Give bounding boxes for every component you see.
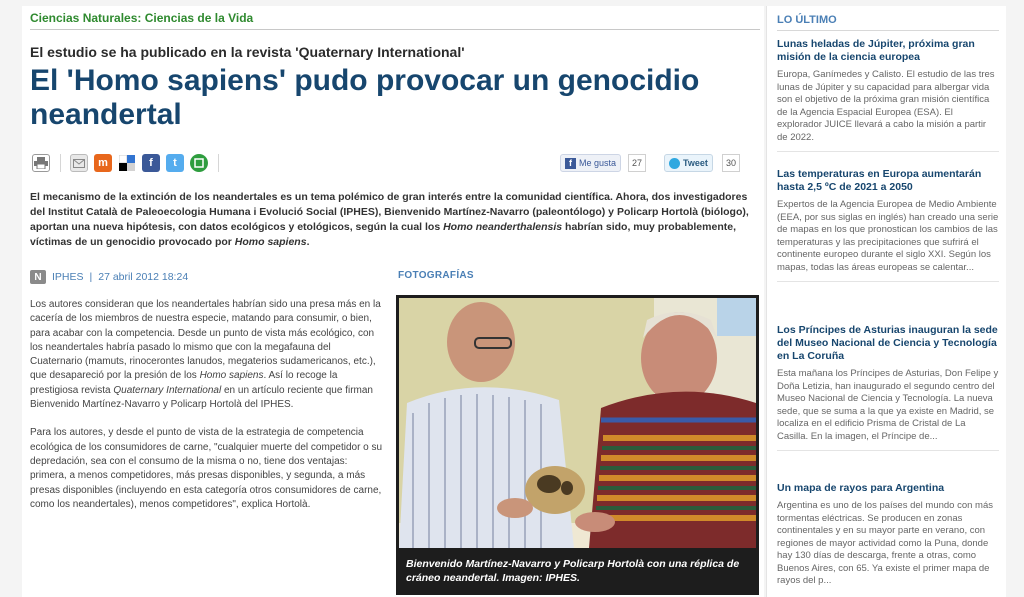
article-photo[interactable] xyxy=(399,298,756,548)
news-divider xyxy=(777,450,999,451)
article-kicker: El estudio se ha publicado en la revista 'Quaternary International' xyxy=(30,44,465,60)
news-summary: Europa, Ganímedes y Calisto. El estudio de las tres lunas de Júpiter y su capacidad para albergar vida son el objetivo de la próxima gran misión científica de la Agencia Espacial Europea (ESA). El explorador JUICE llevará a cabo la misión a partir de 2022. xyxy=(777,69,995,143)
news-summary: Argentina es uno de los países del mundo con más tormentas eléctricas. Se producen en zonas continentales y en su mayor parte en verano, con regiones de mayor actividad como la Puna, donde hay 130 días de descarga, frente a otras, como Buenos Aires, con 65. Ya existe el primer mapa de rayos del p... xyxy=(777,500,993,586)
news-divider xyxy=(777,281,999,282)
sidebar-news-item xyxy=(777,482,999,588)
like-label: Me gusta xyxy=(579,158,617,168)
news-divider xyxy=(777,151,999,152)
article-body xyxy=(30,298,385,526)
email-icon[interactable] xyxy=(70,154,88,172)
sidebar-news-item xyxy=(777,168,999,282)
sidebar-news-item xyxy=(777,324,999,451)
print-icon[interactable] xyxy=(32,154,50,172)
tweet-count: 30 xyxy=(722,154,740,172)
news-title-link[interactable]: Las temperaturas en Europa aumentarán hasta 2,5 ºC de 2021 a 2050 xyxy=(777,168,982,193)
sidebar-news-item xyxy=(777,38,999,152)
share-divider xyxy=(218,154,219,172)
byline-separator: | xyxy=(89,271,93,283)
byline xyxy=(30,269,188,285)
news-agency-icon: N xyxy=(30,270,46,284)
twitter-icon[interactable]: t xyxy=(166,154,184,172)
like-count: 27 xyxy=(628,154,646,172)
latest-news-sidebar xyxy=(766,6,1006,597)
news-title-link[interactable]: Lunas heladas de Júpiter, próxima gran misión de la ciencia europea xyxy=(777,38,975,63)
facebook-icon[interactable]: f xyxy=(142,154,160,172)
article-lead: El mecanismo de la extinción de los neandertales es un tema polémico de gran interés entre la comunidad científica. Ahora, dos investigadores del Institut Català de Paleoecologia Humana i Evolució Social (IPHES), Bienvenido Martínez-Navarro (paleontólogo) y Policarp Hortolà (biólogo), aportan una nueva hipótesis, con datos ecológicos y etológicos, según la cual los Homo neanderthalensis habrían sido, muy probablemente, víctimas de un genocidio provocado por Homo sapiens. xyxy=(30,191,749,248)
species-name: Homo neanderthalensis xyxy=(443,221,563,233)
share-divider xyxy=(60,154,61,172)
twitter-bird-icon xyxy=(669,158,680,169)
species-name: Homo sapiens xyxy=(234,236,307,248)
news-summary: Expertos de la Agencia Europea de Medio Ambiente (EEA, por sus siglas en inglés) han creado una serie de mapas en los que pronostican los cambios de las temperaturas y las precipitaciones que sufrirá el continente europeo durante el siglo XXI. Según los mapas, todas las áreas europeas se calentar... xyxy=(777,199,999,273)
sidebar-heading: LO ÚLTIMO xyxy=(777,14,837,26)
share-bar xyxy=(30,150,760,176)
tweet-label: Tweet xyxy=(683,158,708,168)
delicious-icon[interactable] xyxy=(118,154,136,172)
section-breadcrumb-link[interactable]: Ciencias Naturales: Ciencias de la Vida xyxy=(30,11,254,25)
news-title-link[interactable]: Un mapa de rayos para Argentina xyxy=(777,482,945,494)
news-title-link[interactable]: Los Príncipes de Asturias inauguran la sede del Museo Nacional de Ciencia y Tecnología en La Coruña xyxy=(777,324,998,362)
photo-caption: Bienvenido Martínez-Navarro y Policarp Hortolà con una réplica de cráneo neandertal. Imagen: IPHES. xyxy=(406,558,740,584)
facebook-icon: f xyxy=(565,158,576,169)
body-paragraph: Para los autores, y desde el punto de vista de la estrategia de competencia ecológica de los consumidores de carne, "cualquier muerte del competidor o su depredación, sea con el consumo de la misma o no, tiene dos ventajas: primera, a menos competidores, más presas disponibles, y segunda, a más presas disponibles (incluyendo en esta categoría otros consumidores de carne, como los neandertales), menos competidores", explica Hortolà. xyxy=(30,427,383,510)
facebook-like-button[interactable] xyxy=(560,154,621,172)
sidebar-divider xyxy=(777,30,999,31)
photos-section-label: FOTOGRAFÍAS xyxy=(398,270,474,281)
body-paragraph: Los autores consideran que los neandertales habrían sido una presa más en la cacería de los miembros de nuestra especie, matando para consumir, o bien, para acabar con la competencia. Desde un punto de vista más ecológico, con los neandertales habría pasado lo mismo que con la megafauna del Cuaternario (mamuts, rinocerontes lanudos, megaterios sudamericanos, etc.), que desapareció por la presión de los Homo sapiens. Así lo recoge la prestigiosa revista Quaternary International en un artículo reciente que firman Bienvenido Martínez-Navarro y Policarp Hortolà del IPHES. xyxy=(30,299,381,411)
rss-icon[interactable] xyxy=(190,154,208,172)
news-summary: Esta mañana los Príncipes de Asturias, Don Felipe y Doña Letizia, han inaugurado el segundo centro del Museo Nacional de Ciencia y Tecnología. La nueva sede, que se suma a la que ya existe en Madrid, se localiza en el edificio Prisma de Cristal de La Casilla. En la imagen, el Príncipe de... xyxy=(777,368,999,442)
section-divider xyxy=(30,29,760,30)
tweet-button[interactable] xyxy=(664,154,713,172)
byline-source-link[interactable]: IPHES xyxy=(52,271,84,283)
meneame-icon[interactable]: m xyxy=(94,154,112,172)
byline-date: 27 abril 2012 18:24 xyxy=(98,271,189,283)
article-headline: El 'Homo sapiens' pudo provocar un genocidio neandertal xyxy=(30,64,700,131)
photo-gallery[interactable] xyxy=(396,295,759,595)
article-column xyxy=(22,6,764,597)
